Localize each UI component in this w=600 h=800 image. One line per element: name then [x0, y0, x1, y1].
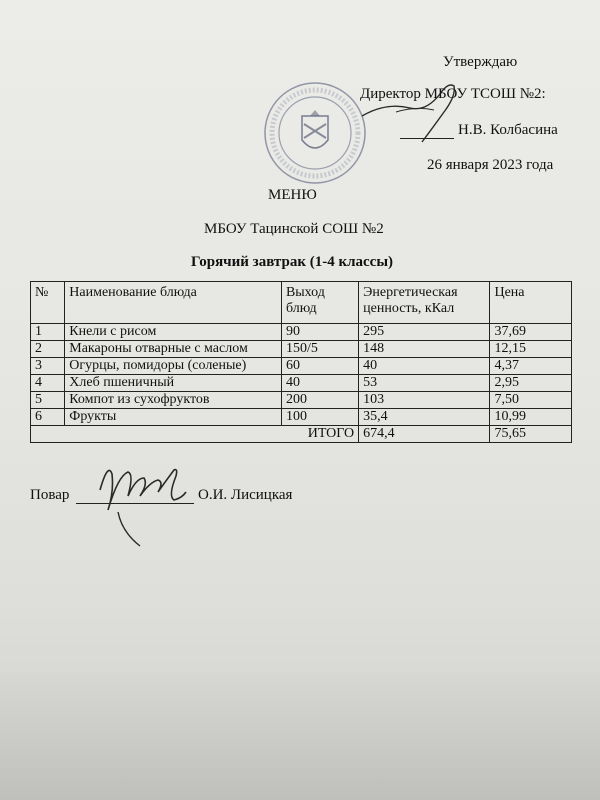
- table-row: [31, 375, 572, 392]
- row-output: 40: [281, 375, 358, 392]
- table-header-row: [31, 282, 572, 324]
- row-price: 37,69: [490, 324, 572, 341]
- table-row: [31, 409, 572, 426]
- header-number: №: [31, 282, 65, 324]
- row-energy: 40: [359, 358, 490, 375]
- total-label: ИТОГО: [31, 426, 359, 443]
- director-title: Директор МБОУ ТСОШ №2:: [360, 86, 546, 102]
- row-output: 100: [281, 409, 358, 426]
- director-signature-icon: [356, 72, 476, 152]
- total-energy: 674,4: [359, 426, 490, 443]
- cook-role: Повар: [30, 487, 70, 503]
- header-output: Выход блюд: [281, 282, 358, 324]
- header-price: Цена: [490, 282, 572, 324]
- approval-date: 26 января 2023 года: [427, 157, 554, 173]
- table-row: [31, 341, 572, 358]
- row-dish: Хлеб пшеничный: [65, 375, 282, 392]
- cook-name: О.И. Лисицкая: [198, 487, 293, 503]
- menu-title: МЕНЮ: [268, 187, 317, 203]
- row-number: 6: [31, 409, 65, 426]
- header-dish: Наименование блюда: [65, 282, 282, 324]
- table-row: [31, 324, 572, 341]
- row-output: 200: [281, 392, 358, 409]
- row-price: 2,95: [490, 375, 572, 392]
- row-price: 4,37: [490, 358, 572, 375]
- row-output: 150/5: [281, 341, 358, 358]
- row-number: 4: [31, 375, 65, 392]
- table-total-row: [31, 426, 572, 443]
- row-energy: 148: [359, 341, 490, 358]
- row-number: 2: [31, 341, 65, 358]
- row-energy: 295: [359, 324, 490, 341]
- school-name: МБОУ Тацинской СОШ №2: [204, 221, 384, 237]
- approval-heading: Утверждаю: [443, 54, 518, 70]
- row-dish: Компот из сухофруктов: [65, 392, 282, 409]
- row-energy: 35,4: [359, 409, 490, 426]
- row-number: 5: [31, 392, 65, 409]
- row-price: 12,15: [490, 341, 572, 358]
- row-number: 3: [31, 358, 65, 375]
- signature-underline: [400, 124, 454, 139]
- row-output: 90: [281, 324, 358, 341]
- signatory-name: Н.В. Колбасина: [458, 122, 558, 138]
- row-dish: Кнели с рисом: [65, 324, 282, 341]
- meal-title: Горячий завтрак (1-4 классы): [191, 254, 394, 270]
- row-output: 60: [281, 358, 358, 375]
- row-price: 10,99: [490, 409, 572, 426]
- total-price: 75,65: [490, 426, 572, 443]
- row-energy: 53: [359, 375, 490, 392]
- row-energy: 103: [359, 392, 490, 409]
- menu-table: [30, 281, 572, 443]
- row-dish: Огурцы, помидоры (соленые): [65, 358, 282, 375]
- table-row: [31, 392, 572, 409]
- cook-signature-icon: [78, 452, 206, 552]
- row-dish: Макароны отварные с маслом: [65, 341, 282, 358]
- signatory-line: [400, 122, 558, 139]
- row-dish: Фрукты: [65, 409, 282, 426]
- table-row: [31, 358, 572, 375]
- row-number: 1: [31, 324, 65, 341]
- school-stamp-icon: [262, 80, 368, 186]
- row-price: 7,50: [490, 392, 572, 409]
- header-energy: Энергетическая ценность, кКал: [359, 282, 490, 324]
